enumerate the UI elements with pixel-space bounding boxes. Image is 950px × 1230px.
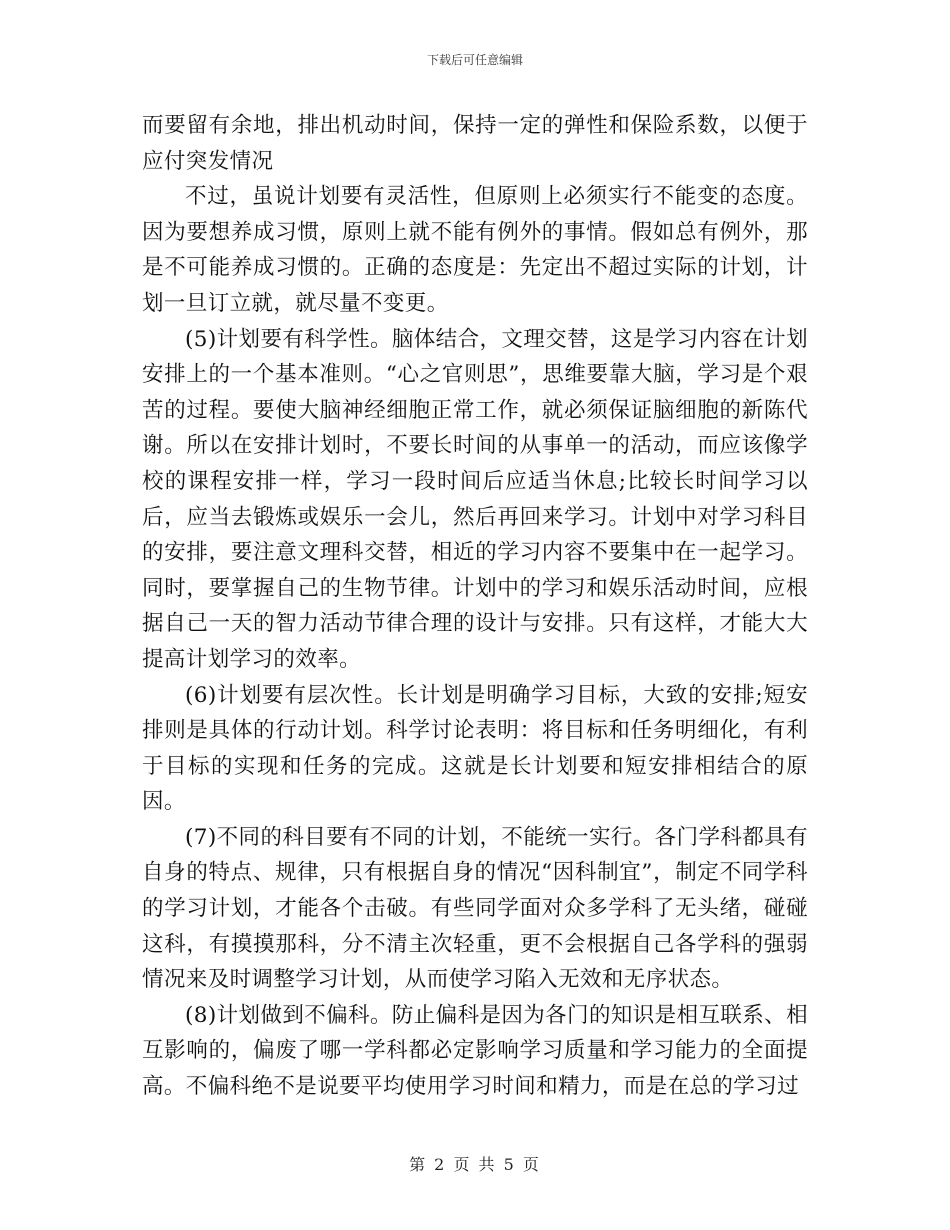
page-number-footer: 第 2 页 共 5 页 (409, 1155, 541, 1174)
paragraph-continuation: 而要留有余地，排出机动时间，保持一定的弹性和保险系数，以便于应付突发情况 (142, 113, 808, 174)
page-header: 下载后可任意编辑 (426, 53, 523, 67)
paragraph-point-8: (8)计划做到不偏科。防止偏科是因为各门的知识是相互联系、相互影响的，偏废了哪一学科都必定影响学习质量和学习能力的全面提高。不偏科绝不是说要平均使用学习时间和精力，而是在总的学习过 (142, 1002, 808, 1100)
paragraph-point-6: (6)计划要有层次性。长计划是明确学习目标，大致的安排;短安排则是具体的行动计划。科学讨论表明：将目标和任务明细化，有利于目标的实现和任务的完成。这就是长计划要和短安排相结合的原因。 (142, 682, 808, 815)
paragraph-flexibility: 不过，虽说计划要有灵活性，但原则上必须实行不能变的态度。因为要想养成习惯，原则上就不能有例外的事情。假如总有例外，那是不可能养成习惯的。正确的态度是：先定出不超过实际的计划，计划一旦订立就，就尽量不变更。 (142, 184, 808, 316)
document-body (142, 108, 808, 1105)
paragraph-point-5: (5)计划要有科学性。脑体结合，文理交替，这是学习内容在计划安排上的一个基本准则。“心之官则思”，思维要靠大脑，学习是个艰苦的过程。要使大脑神经细胞正常工作，就必须保证脑细胞的新陈代谢。所以在安排计划时，不要长时间的从事单一的活动，而应该像学校的课程安排一样，学习一段时间后应适当休息;比较长时间学习以后，应当去锻炼或娱乐一会儿，然后再回来学习。计划中对学习科目的安排，要注意文理科交替，相近的学习内容不要集中在一起学习。同时，要掌握自己的生物节律。计划中的学习和娱乐活动时间，应根据自己一天的智力活动节律合理的设计与安排。只有这样，才能大大提高计划学习的效率。 (142, 326, 808, 672)
paragraph-point-7: (7)不同的科目要有不同的计划，不能统一实行。各门学科都具有自身的特点、规律，只有根据自身的情况“因科制宜”，制定不同学科的学习计划，才能各个击破。有些同学面对众多学科了无头绪，碰碰这科，有摸摸那科，分不清主次轻重，更不会根据自己各学科的强弱情况来及时调整学习计划，从而使学习陷入无效和无序状态。 (142, 824, 808, 993)
